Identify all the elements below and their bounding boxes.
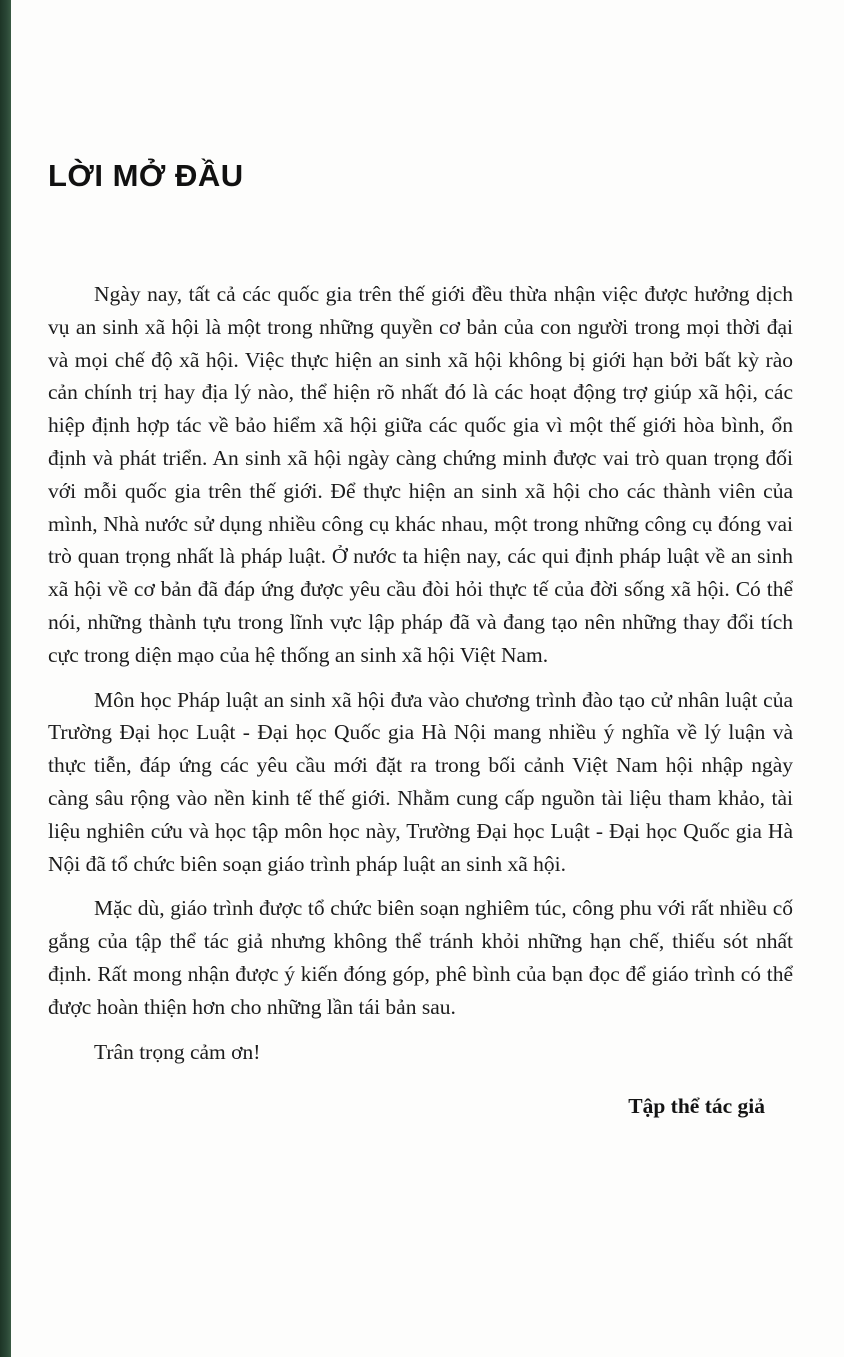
- page-title: LỜI MỞ ĐẦU: [48, 158, 244, 193]
- paragraph-course: Môn học Pháp luật an sinh xã hội đưa vào chương trình đào tạo cử nhân luật của Trường Đại học Luật - Đại học Quốc gia Hà Nội mang nhiều ý nghĩa về lý luận và thực tiễn, đáp ứng các yêu cầu mới đặt ra trong bối cảnh Việt Nam hội nhập ngày càng sâu rộng vào nền kinh tế thế giới. Nhằm cung cấp nguồn tài liệu tham khảo, tài liệu nghiên cứu và học tập môn học này, Trường Đại học Luật - Đại học Quốc gia Hà Nội đã tổ chức biên soạn giáo trình pháp luật an sinh xã hội.: [48, 687, 793, 876]
- thanks-line: Trân trọng cảm ơn!: [94, 1039, 261, 1064]
- page-content: [48, 158, 793, 1119]
- page-spine-edge: [0, 0, 11, 1357]
- author-signature: Tập thể tác giả: [628, 1094, 765, 1119]
- paragraph-apology: Mặc dù, giáo trình được tổ chức biên soạn nghiêm túc, công phu với rất nhiều cố gắng của tập thể tác giả nhưng không thể tránh khỏi những hạn chế, thiếu sót nhất định. Rất mong nhận được ý kiến đóng góp, phê bình của bạn đọc để giáo trình có thể được hoàn thiện hơn cho những lần tái bản sau.: [48, 896, 793, 1019]
- paragraph-intro: Ngày nay, tất cả các quốc gia trên thế giới đều thừa nhận việc được hưởng dịch vụ an sinh xã hội là một trong những quyền cơ bản của con người trong mọi thời đại và mọi chế độ xã hội. Việc thực hiện an sinh xã hội không bị giới hạn bởi bất kỳ rào cản chính trị hay địa lý nào, thể hiện rõ nhất đó là các hoạt động trợ giúp xã hội, các hiệp định hợp tác về bảo hiểm xã hội giữa các quốc gia vì một thế giới hòa bình, ổn định và phát triển. An sinh xã hội ngày càng chứng minh được vai trò quan trọng đối với mỗi quốc gia trên thế giới. Để thực hiện an sinh xã hội cho các thành viên của mình, Nhà nước sử dụng nhiều công cụ khác nhau, một trong những công cụ đóng vai trò quan trọng nhất là pháp luật. Ở nước ta hiện nay, các qui định pháp luật về an sinh xã hội về cơ bản đã đáp ứng được yêu cầu đòi hỏi thực tế của đời sống xã hội. Có thể nói, những thành tựu trong lĩnh vực lập pháp đã và đang tạo nên những thay đổi tích cực trong diện mạo của hệ thống an sinh xã hội Việt Nam.: [48, 282, 793, 667]
